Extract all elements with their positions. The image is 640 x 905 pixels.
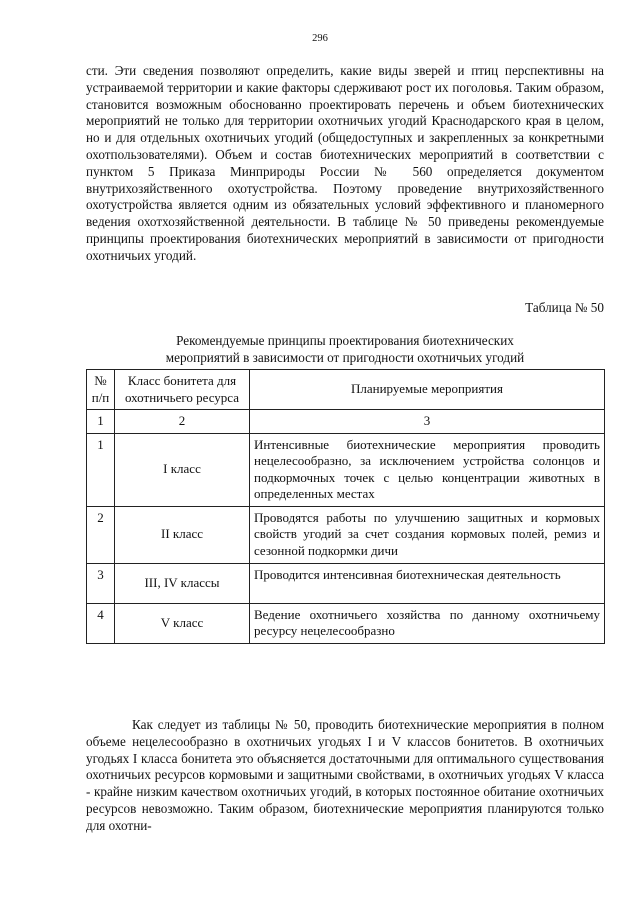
- page-number: 296: [312, 33, 328, 44]
- row-class: II класс: [115, 506, 250, 563]
- row-num: 1: [87, 433, 115, 506]
- row-activities: Проводятся работы по улучшению защитных и кормовых свойств угодий за счет создания кормовых полей, ремиз и сезонной подкормки дичи: [250, 506, 605, 563]
- header-num: № п/п: [87, 370, 115, 410]
- table-row: [87, 506, 605, 563]
- table-row: [87, 433, 605, 506]
- header-activities: Планируемые мероприятия: [250, 370, 605, 410]
- biotech-principles-table: [86, 369, 605, 644]
- table-label: Таблица № 50: [525, 300, 604, 315]
- row-num: 3: [87, 563, 115, 603]
- table-caption-line-1: Рекомендуемые принципы проектирования биотехнических: [176, 333, 514, 348]
- row-num: 2: [87, 506, 115, 563]
- table-caption-line-2: мероприятий в зависимости от пригодности охотничьих угодий: [165, 350, 525, 365]
- row-activities: Ведение охотничьего хозяйства по данному охотничьему ресурсу нецелесообразно: [250, 603, 605, 643]
- column-number: 2: [115, 410, 250, 434]
- table-header-row: [87, 370, 605, 410]
- paragraph-conclusion: Как следует из таблицы № 50, проводить биотехнические мероприятия в полном объеме нецелесообразно в охотничьих угодьях I и V классов бонитетов. В охотничьих угодьях I класса бонитета это объясняется достаточными для оптимального существования охотничьих ресурсов кормовыми и защитными свойствами, в охотничьих угодьях V класса - крайне низким качеством охотничьих угодий, в которых постоянное обитание охотничьих ресурсов невозможно. Таким образом, биотехнические мероприятия планируются только для охотни-: [86, 717, 604, 833]
- header-class: Класс бонитета для охотничьего ресурса: [115, 370, 250, 410]
- paragraph-intro: сти. Эти сведения позволяют определить, какие виды зверей и птиц перспективны на устраиваемой территории и какие факторы сдерживают рост их поголовья. Таким образом, становится возможным обоснованно проектировать перечень и объем биотехнических мероприятий не только для территории охотничьих угодий Краснодарского края в целом, но и для отдельных охотничьих угодий (общедоступных и закрепленных за конкретными охотпользователями). Объем и состав биотехнических мероприятий в соответствии с пунктом 5 Приказа Минприроды России № 560 определяется документом внутрихозяйственного охотустройства. Поэтому проведение внутрихозяйственного охотустройства является одним из обязательных условий эффективного и планомерного ведения охотхозяйственной деятельности. В таблице № 50 приведены рекомендуемые принципы проектирования биотехнических мероприятий в зависимости от пригодности охотничьих угодий.: [86, 63, 604, 263]
- column-number: 3: [250, 410, 605, 434]
- table-row: [87, 603, 605, 643]
- row-class: III, IV классы: [115, 563, 250, 603]
- table-caption: [86, 332, 604, 366]
- row-activities: Интенсивные биотехнические мероприятия проводить нецелесообразно, за исключением устройства солонцов и подкормочных точек с целью концентрации животных в определенных местах: [250, 433, 605, 506]
- column-number: 1: [87, 410, 115, 434]
- row-activities: Проводится интенсивная биотехническая деятельность: [250, 563, 605, 603]
- column-number-row: [87, 410, 605, 434]
- row-class: V класс: [115, 603, 250, 643]
- row-class: I класс: [115, 433, 250, 506]
- row-num: 4: [87, 603, 115, 643]
- table-row: [87, 563, 605, 603]
